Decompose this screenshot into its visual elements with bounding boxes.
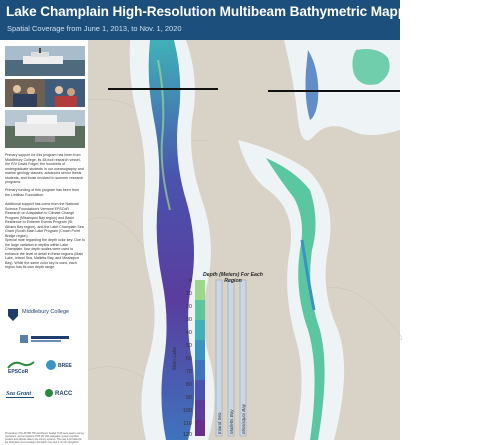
epscor-logo [6,358,36,379]
sidebar [0,40,88,444]
depth-note-paragraph: Special note regarding the depth color key: Due to the large variation in depths within Lake Champlain, four depth scales were used to enhance the level of detail in these regions (Main Lake, Inland Sea, Malletts Bay, and Missisquoi Bay). While the same color key is used, each region has its own depth range. [5,238,85,269]
tick-label: 110 [183,421,192,427]
svg-text:Sea Grant: Sea Grant [6,391,32,397]
tick-label: 20 [185,304,192,310]
page-subtitle: Spatial Coverage from June 1, 2013, to Nov. 1, 2020 [7,24,182,33]
support-paragraph: Primary support for this program has been from Middlebury College, its 48-foot research vessel, the R/V David Folger, the hundreds of undergraduate students in our oceanography and marine geology classes, advanced senior thesis students, and those involved in summer research programs. [5,153,84,184]
tick-label: 40 [185,330,192,336]
map-canvas [88,40,400,440]
tick-label: 30 [185,317,192,323]
additional-support-paragraph: Additional support has come from the National Science Foundation's Vermont EPSCoR Research on Adaptation to Climate Change Program (Missisquoi Bay region) and Basin Resilience to Extreme Events Program (St. Albans Bay region), and the Lake Champlain Sea Grant (South Main Lake Program (Crown Point Bridge region). [5,202,84,238]
middlebury-logo [8,308,70,326]
tick-label: 60 [185,356,192,362]
bree-logo [44,358,74,379]
sea-grant-logo [6,386,36,407]
svg-text:RACC: RACC [55,391,73,397]
racc-logo [44,386,74,407]
inland-sea-label: Inland Sea [217,412,222,434]
fine-print: Processing of the MVDD 765 and Reson Seabat 7125 were used in survey operations, and an Applanix POS MV 320 navigation system provided position and attitude data to the survey systems. The map is provided for the illustration and coverage information only and is not for navigation. [5,432,85,444]
main-lake-axis-label: Main Lake [172,346,178,370]
students-photo [5,79,85,107]
bathymetry-map [88,40,400,440]
tick-label: 50 [185,343,192,349]
svg-text:EPSCoR: EPSCoR [8,369,29,375]
malletts-bay-label: Malletts Bay [229,409,234,434]
missisquoi-bay-label: Missisquoi Bay [241,403,246,434]
svg-text:BREE: BREE [58,363,72,369]
tick-label: 90 [185,395,192,401]
funding-paragraph: Primary funding of this program has been from the Lintilhac Foundation. [5,188,80,197]
depth-color-bar [195,280,205,436]
tick-label: 100 [182,408,192,414]
tick-label: 10 [185,291,192,297]
tick-label: 80 [185,382,192,388]
research-vessel-photo [5,46,85,76]
tick-label: 120 [182,432,192,438]
page-title: Lake Champlain High-Resolution Multibeam Bathymetric Mapping Program [6,4,485,19]
lintilhac-logo [20,332,70,350]
middlebury-logo-text: Middlebury College [22,309,70,315]
boat-deck-photo [5,110,85,148]
tick-label: 70 [185,369,192,375]
section-divider-right [268,90,400,92]
section-divider-left [108,88,218,90]
title-banner [0,0,485,40]
tick-label: 0 [188,278,192,284]
legend-title: Depth (Meters) For Each Region [203,272,263,284]
